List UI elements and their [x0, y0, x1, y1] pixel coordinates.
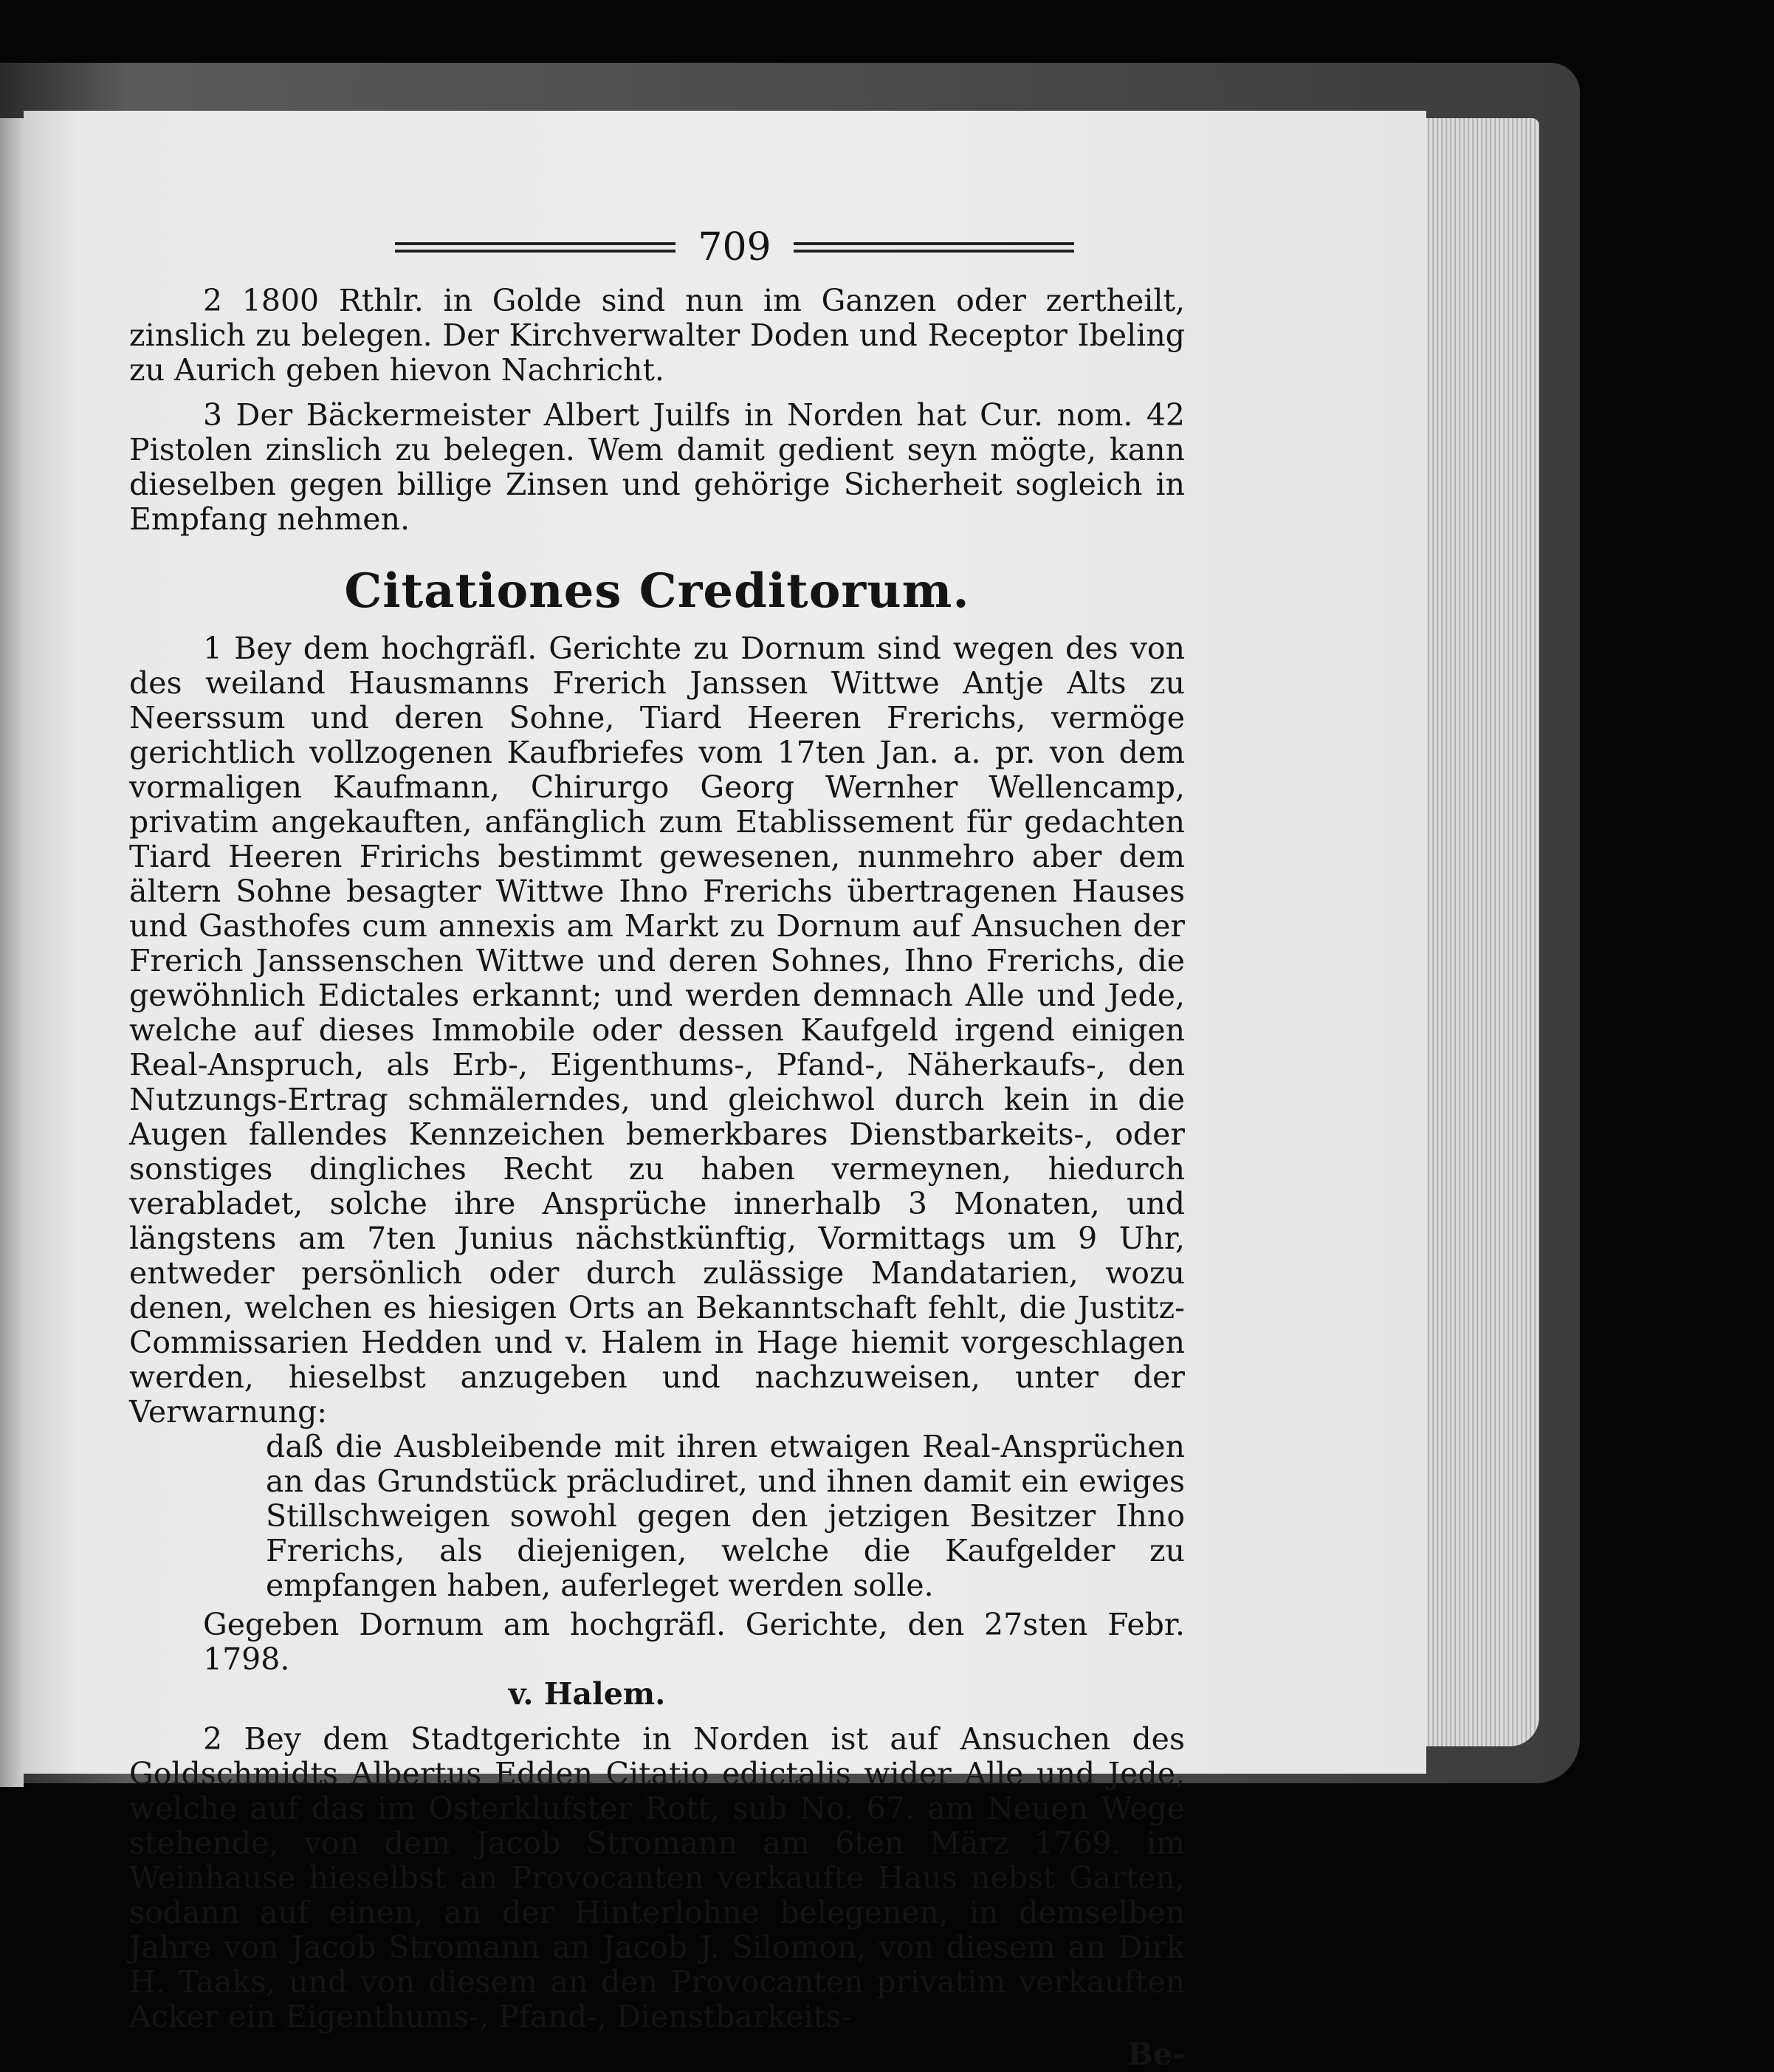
- page-content: [129, 222, 1185, 2072]
- citation-1-text: 1 Bey dem hochgräfl. Gerichte zu Dornum sind wegen des von des weiland Hausmanns Frerich Janssen Wittwe Antje Alts zu Neerssum und deren Sohne, Tiard Heeren Frerichs, vermöge gerichtlich vollzogenen Kaufbriefes vom 17ten Jan. a. pr. von dem vormaligen Kaufmann, Chirurgo Georg Wernher Wellencamp, privatim angekauften, anfänglich zum Etablissement für gedachten Tiard Heeren Fririchs bestimmt gewesenen, nunmehro aber dem ältern Sohne besagter Wittwe Ihno Frerichs übertragenen Hauses und Gasthofes cum annexis am Markt zu Dornum auf Ansuchen der Frerich Janssenschen Wittwe und deren Sohnes, Ihno Frerichs, die gewöhnlich Edictales erkannt; und werden demnach Alle und Jede, welche auf dieses Immobile oder dessen Kaufgeld irgend einigen Real-Anspruch, als Erb-, Eigenthums-, Pfand-, Näherkaufs-, den Nutzungs-Ertrag schmälerndes, und gleichwol durch kein in die Augen fallendes Kennzeichen bemerkbares Dienstbarkeits-, oder sonstiges dingliches Recht zu haben vermeynen, hiedurch verabladet, solche ihre Ansprüche innerhalb 3 Monaten, und längstens am 7ten Junius nächstkünftig, Vormittags um 9 Uhr, entweder persönlich oder durch zulässige Mandatarien, wozu denen, welchen es hiesigen Orts an Bekanntschaft fehlt, die Justitz-Commissarien Hedden und v. Halem in Hage hiemit vorgeschlagen werden, hieselbst anzugeben und nachzuweisen, unter der Verwarnung:: [129, 631, 1185, 1430]
- entry-2: 2 1800 Rthlr. in Golde sind nun im Ganzen oder zertheilt, zinslich zu belegen. Der Kirchverwalter Doden und Receptor Ibeling zu Aurich geben hievon Nachricht.: [129, 283, 1185, 388]
- left-page-edge: [0, 118, 24, 1787]
- header-rule-left: [395, 242, 675, 253]
- catchword: Be-: [1127, 2037, 1185, 2072]
- entry-3: 3 Der Bäckermeister Albert Juilfs in Norden hat Cur. nom. 42 Pistolen zinslich zu belegen. Wem damit gedient seyn mögte, kann dieselben gegen billige Zinsen und gehörige Sicherheit sogleich in Empfang nehmen.: [129, 397, 1185, 537]
- section-heading: Citationes Creditorum.: [344, 563, 970, 619]
- citation-1-signature: v. Halem.: [508, 1676, 666, 1712]
- header-rule-right: [794, 242, 1074, 253]
- citation-2-text: 2 Bey dem Stadtgerichte in Norden ist auf Ansuchen des Goldschmidts Albertus Edden Citatio edictalis wider Alle und Jede, welche auf das im Osterklufster Rott, sub No. 67. am Neuen Wege stehende, von dem Jacob Stromann am 6ten März 1769. im Weinhause hieselbst an Provocanten verkaufte Haus nebst Garten, sodann auf einen, an der Hinterlohne belegenen, in demselben Jahre von Jacob Stromann an Jacob J. Silomon, von diesem an Dirk H. Taaks, und von diesem an den Provocanten privatim verkauften Acker ein Eigenthums-, Pfand-, Dienstbarkeits-: [129, 1721, 1185, 2034]
- citation-1-dated: Gegeben Dornum am hochgräfl. Gerichte, den 27sten Febr. 1798.: [203, 1607, 1185, 1677]
- citation-1-warning: daß die Ausbleibende mit ihren etwaigen Real-Ansprüchen an das Grundstück präcludiret, und ihnen damit ein ewiges Stillschweigen sowohl gegen den jetzigen Besitzer Ihno Frerichs, als diejenigen, welche die Kaufgelder zu empfangen haben, auferleget werden solle.: [266, 1429, 1185, 1603]
- page-number: 709: [698, 224, 771, 270]
- page-header: [395, 222, 1074, 273]
